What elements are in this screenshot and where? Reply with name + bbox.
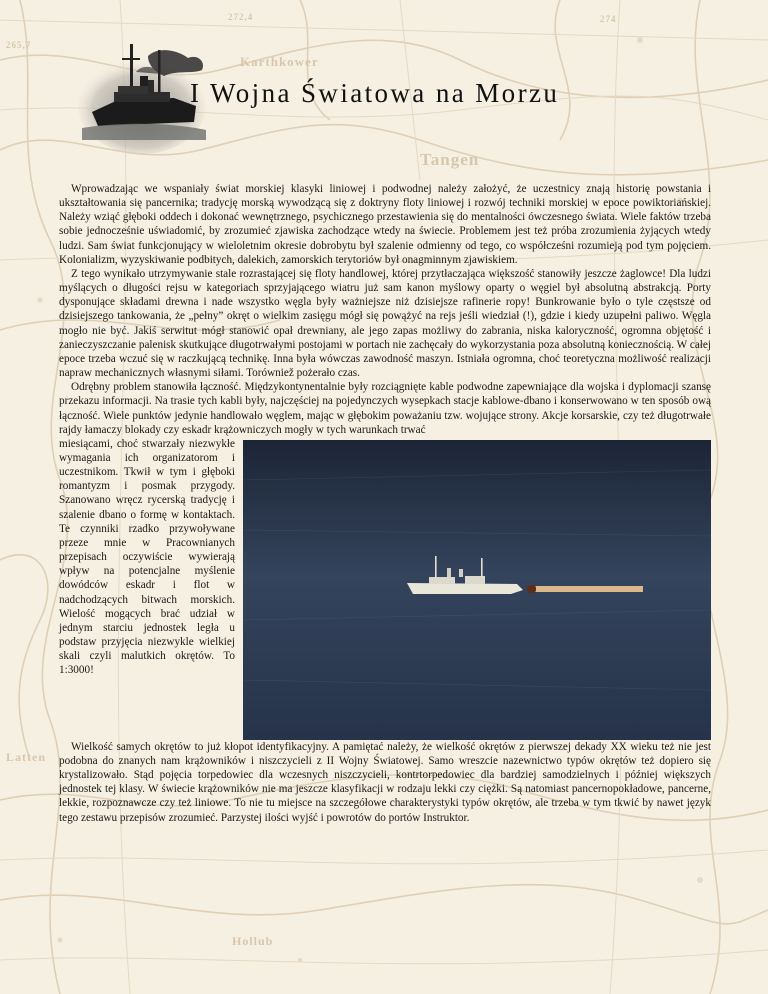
map-place-label: Latten bbox=[6, 750, 46, 764]
matchstick bbox=[527, 585, 643, 593]
miniature-ship-photo bbox=[243, 440, 711, 740]
map-place-label: Tangen bbox=[420, 150, 480, 169]
map-elevation-label: 274 bbox=[600, 14, 617, 24]
map-elevation-label: 265,7 bbox=[6, 40, 32, 50]
map-place-label: Karthkower bbox=[240, 54, 319, 69]
article-wrapped-text: miesiącami, choć stwarzały niezwykłe wymagania ich organizatorom i uczestnikom. Tkwił w tym i głęboki romantyzm i posmak przygody. Szanowano wręcz rycerską tradycję i szalenie dbano o formę w kontaktach. Te czynniki rzadko przywoływane przeze mnie w Pracownianych przepisach oczywiście wywierają wpływ na potencjalne myślenie dowódców eskadr i flot w nadchodzących bitwach morskich. Wielość mogących brać udział w jednym starciu jednostek legła u podstaw przyjęcia niezwykle wielkiej skali czyli malutkich okrętów. To 1:3000! bbox=[59, 437, 235, 677]
map-place-label: Hollub bbox=[232, 934, 274, 948]
article-paragraph: Wielkość samych okrętów to już kłopot identyfikacyjny. A pamiętać należy, że wielkość okrętów z pierwszej dekady XX wieku też nie jest podobna do znanych nam krążowników i niszczycieli z II Wojny Światowej. Samo wreszcie nazewnictwo typów okrętów też dopiero się krystalizowało. Stąd pojęcia torpedowiec dla wczesnych niszczycieli, kontrtorpedowiec dla bardziej samodzielnych i później większych jednostek tej klasy. W świecie krążowników nie ma jeszcze klasyfikacji w rodzaju lekki czy ciężki. Są natomiast pancernopokładowe, pancerne, lekkie, rozpoznawcze czy też liniowe. To nie tu miejsce na szczegółowe charakterystyki typów okrętów, ale trzeba w tym tkwić by nawet język tego zestawu przepisów zrozumieć. Parzystej ilości wyjść i powrotów do portów Instruktor. bbox=[59, 740, 711, 824]
map-elevation-label: 272,4 bbox=[228, 12, 254, 22]
article-paragraph: Wprowadzając we wspaniały świat morskiej klasyki liniowej i podwodnej należy założyć, że uczestnicy znają historię powstania i ukształtowania się pancernika; tradycję morską wywodzącą się z doktryny floty liniowej i rozwój techniki morskiej w epoce powiktoriańskiej. Należy wziąć głęboki oddech i dokonać wewnętrznego, psychicznego przestawienia się do mentalności ówczesnego świata. Wiele faktów trzeba sobie jednocześnie uświadomić, by zrozumieć zjawiska zachodzące wtedy na świecie. Problemem jest też próba zrozumienia żyjących wtedy ludzi. Sam świat funkcjonujący w wieloletnim okresie dobrobytu był szalenie odmienny od tego, co współcześni rozumieją pod tym pojęciem. Kolonializm, wyzyskiwanie podbitych, dalekich, zamorskich terytoriów był onagminnym zjawiskiem. bbox=[59, 183, 711, 266]
article-paragraph: Z tego wynikało utrzymywanie stale rozrastającej się floty handlowej, której przytłaczająca większość stanowiły jeszcze żaglowce! Dla ludzi myślących o długości rejsu w kategoriach sprzyjającego wiatru już sam kanon myślowy oparty o węgiel był absolutną abstrakcją. Porty dysponujące składami drewna i nade wszystko węgla były ważniejsze niż dzisiejsze rafinerie ropy! Bunkrowanie było o tyle częstsze od dzisiejszego tankowania, że „pełny” okręt o wielkim zasięgu mógł się powążyć na rejs jeśli wiedział (!), gdzie i kiedy uzupełni paliwo. Węgla mogło nie być. Jakiś serwitut mógł stanowić opał drewniany, ale jego zapas możliwy do zabrania, niska kaloryczność, ogromna objętość i zanieczyszczanie palenisk skutkujące długotrwałymi postojami w portach nie zachęcały do wykorzystania poza absolutną koniecznością. W całej epoce trzeba wczuć się w raczkującą technikę. Inna była wówczas zawodność maszyn. Istniała ogromna, choć teoretyczna możliwość realizacji napraw mechanicznych własnymi siłami. Torówniež pożerało czas. bbox=[59, 267, 711, 380]
page-title: I Wojna Światowa na Morzu bbox=[190, 78, 560, 108]
article-body bbox=[59, 182, 711, 825]
article-paragraph: Odrębny problem stanowiła łączność. Międzykontynentalnie były rozciągnięte kable podwodne zapewniające dla wojska i dyplomacji szansę przekazu informacji. Na trasie tych kabli były, najczęściej na pojedynczych wysepkach stacje kablowe-dbano i konserwowano w ten sposób ową łączność. Wiele punktów jedynie handlowało węglem, mając w głębokim poważaniu tzw. wojujące strony. Akcje korsarskie, czy też długotrwałe rajdy łamaczy blokady czy eskadr krążowniczych mogły w tych warunkach trwać bbox=[59, 381, 711, 436]
battleship-illustration bbox=[78, 36, 206, 156]
